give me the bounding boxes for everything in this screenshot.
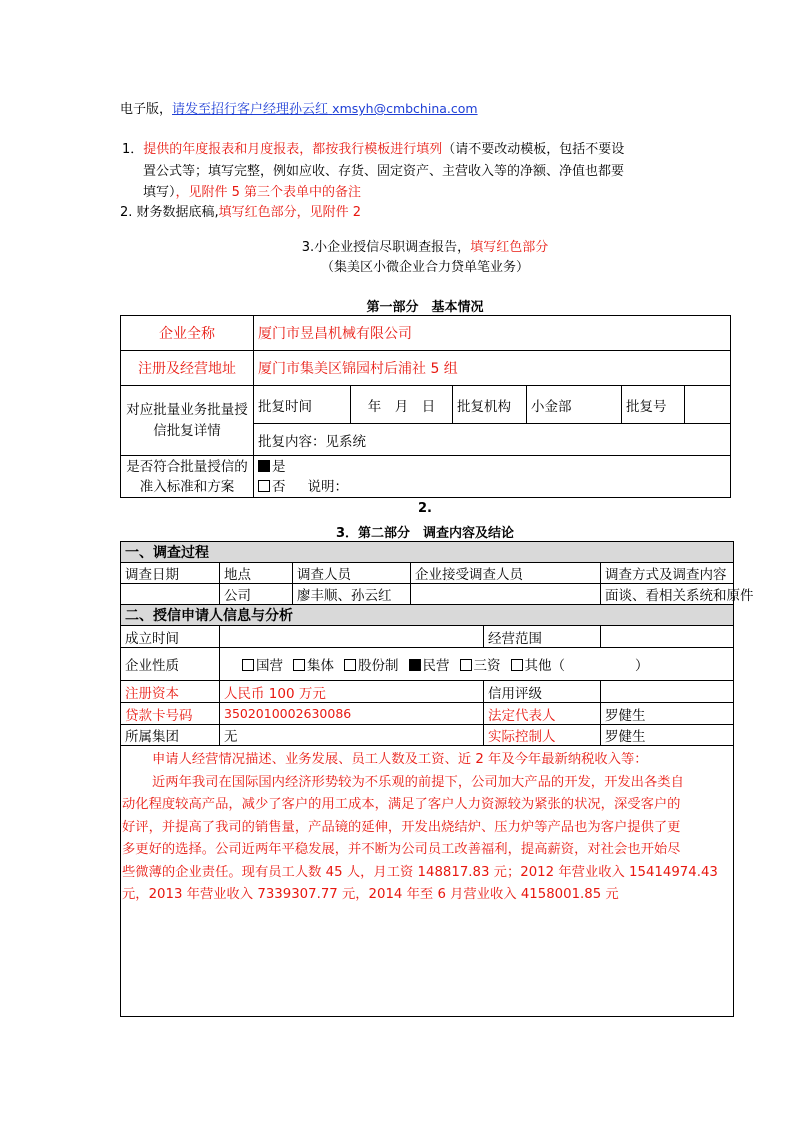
cell-location: 公司: [220, 584, 293, 605]
nature-checkbox[interactable]: [242, 659, 254, 671]
note-1-red-text: 提供的年度报表和月度报表，都按我行模板进行填列: [143, 142, 443, 157]
description-line: 多更好的选择。公司近两年平稳发展，并不断为公司员工改善福利，提高薪资，对社会也开始尽: [122, 842, 681, 857]
part2-title: 3．第二部分 调查内容及结论: [335, 526, 515, 541]
address-value: 厦门市集美区锦园村后浦社 5 组: [254, 351, 731, 386]
header-prefix: 电子版，: [120, 102, 173, 117]
nature-option-label: 股份制: [358, 658, 399, 674]
email-instruction-link[interactable]: 请发至招行客户经理孙云红 xmsyh@cmbchina.com: [172, 101, 478, 117]
cell-method: 面谈、看相关系统和原件: [601, 584, 734, 605]
loan-card-value: 3502010002630086: [220, 703, 484, 725]
address-label: 注册及经营地址: [121, 351, 254, 386]
note-1-line-3-black: 填写）: [143, 185, 176, 200]
nature-checkbox[interactable]: [409, 659, 421, 671]
rating-value: [601, 681, 734, 703]
col-header-interviewees: 企业接受调查人员: [411, 563, 601, 584]
note-2-number: 2.: [120, 205, 133, 220]
approval-org-label: 批复机构: [453, 386, 527, 424]
no-label: 否: [272, 478, 286, 495]
nature-option[interactable]: [344, 658, 399, 674]
approval-content: 批复内容：见系统: [254, 424, 731, 456]
legal-rep-label: 法定代表人: [484, 703, 601, 725]
description-line: 好评，并提高了我司的销售量，产品镜的延伸，开发出烧结炉、压力炉等产品也为客户提供了更: [122, 819, 681, 835]
nature-option[interactable]: [511, 658, 566, 674]
nature-checkbox[interactable]: [460, 659, 472, 671]
nature-options: [220, 648, 734, 681]
description-line: 些微薄的企业责任。现有员工人数 45 人，月工资 148817.83 元；2012 年营业收入 15414974.43: [122, 864, 718, 880]
nature-option-label: 民营: [422, 658, 450, 674]
nature-option[interactable]: [460, 658, 501, 674]
report-title-red: 填写红色部分: [470, 240, 549, 255]
description-line: 动化程度较高产品，减少了客户的用工成本，满足了客户人力资源较为紧张的状况，深受客户的: [122, 797, 681, 812]
note-1-line-3-red: ，见附件 5 第三个表单中的备注: [175, 185, 362, 200]
report-subtitle: （集美区小微企业合力贷单笔业务）: [320, 260, 529, 275]
controller-label: 实际控制人: [484, 725, 601, 746]
group-label: 所属集团: [121, 725, 220, 746]
group-value: 无: [220, 725, 484, 746]
note-1-line-1: [122, 138, 624, 157]
approval-org-value: 小金部: [527, 386, 622, 424]
yes-label: 是: [272, 458, 286, 475]
nature-checkbox[interactable]: [511, 659, 523, 671]
business-description: [124, 749, 730, 907]
section-applicant-info: 二、授信申请人信息与分析: [121, 605, 734, 626]
nature-checkbox[interactable]: [344, 659, 356, 671]
scope-value: [601, 626, 734, 648]
no-checkbox[interactable]: [258, 480, 270, 492]
note-1-number: 1．: [122, 142, 144, 157]
nature-close-paren: ）: [635, 658, 649, 674]
report-title: [120, 236, 730, 255]
meets-criteria-value: [254, 456, 731, 498]
approval-no-label: 批复号: [622, 386, 685, 424]
rating-label: 信用评级: [484, 681, 601, 703]
nature-option[interactable]: [409, 658, 450, 674]
nature-option[interactable]: [242, 658, 283, 674]
nature-option[interactable]: [293, 658, 334, 674]
col-header-method: 调查方式及调查内容: [601, 563, 734, 584]
basic-info-table: [120, 315, 731, 498]
yes-checkbox[interactable]: [258, 460, 270, 472]
note-1-black-text: （请不要改动模板，包括不要设: [442, 142, 625, 157]
nature-option-label: 三资: [473, 658, 501, 674]
col-header-location: 地点: [220, 563, 293, 584]
approval-no-value: [685, 386, 731, 424]
nature-option-label: 国营: [256, 658, 283, 674]
section-investigation-process: 一、调查过程: [121, 542, 734, 563]
description-line: 元，2013 年营业收入 7339307.77 元，2014 年至 6 月营业收入 4158001.85 元: [122, 887, 619, 902]
nature-option-label: 集体: [307, 658, 334, 674]
capital-label: 注册资本: [121, 681, 220, 703]
note-2: [120, 201, 361, 220]
explain-label: 说明：: [307, 478, 348, 495]
company-name-label: 企业全称: [121, 316, 254, 351]
approval-date: 年 月 日: [351, 386, 453, 424]
nature-checkbox[interactable]: [293, 659, 305, 671]
note-2-red-text: 填写红色部分，见附件 2: [218, 205, 362, 220]
note-1-line-3: [143, 181, 361, 200]
scope-label: 经营范围: [484, 626, 601, 648]
controller-value: 罗健生: [601, 725, 734, 746]
cell-investigators: 廖丰顺、孙云红: [293, 584, 411, 605]
note-1-line-2: 置公式等；填写完整，例如应收、存货、固定资产、主营收入等的净额、净值也都要: [143, 164, 625, 179]
section-number: 2.: [418, 501, 432, 516]
report-title-black: 3.小企业授信尽职调查报告，: [301, 240, 471, 255]
header-line: [120, 98, 478, 117]
cell-interviewees: [411, 584, 601, 605]
nature-option-label: 其他（: [524, 658, 565, 674]
legal-rep-value: 罗健生: [601, 703, 734, 725]
loan-card-label: 贷款卡号码: [121, 703, 220, 725]
nature-label: 企业性质: [121, 648, 220, 681]
meets-criteria-label: 是否符合批量授信的准入标准和方案: [121, 456, 254, 498]
col-header-investigators: 调查人员: [293, 563, 411, 584]
approval-label: 对应批量业务批量授信批复详情: [121, 386, 254, 456]
cell-date: [121, 584, 220, 605]
description-line: 近两年我司在国际国内经济形势较为不乐观的前提下，公司加大产品的开发，开发出各类自: [152, 774, 684, 790]
established-label: 成立时间: [121, 626, 220, 648]
description-heading: 申请人经营情况描述、业务发展、员工人数及工资、近 2 年及今年最新纳税收入等：: [152, 752, 648, 767]
note-2-black-text: 财务数据底稿,: [132, 205, 219, 220]
description-body: [124, 772, 730, 907]
part1-title: 第一部分 基本情况: [366, 300, 484, 315]
approval-time-label: 批复时间: [254, 386, 351, 424]
capital-value: 人民币 100 万元: [220, 681, 484, 703]
company-name-value: 厦门市昱昌机械有限公司: [254, 316, 731, 351]
established-value: [220, 626, 484, 648]
col-header-date: 调查日期: [121, 563, 220, 584]
